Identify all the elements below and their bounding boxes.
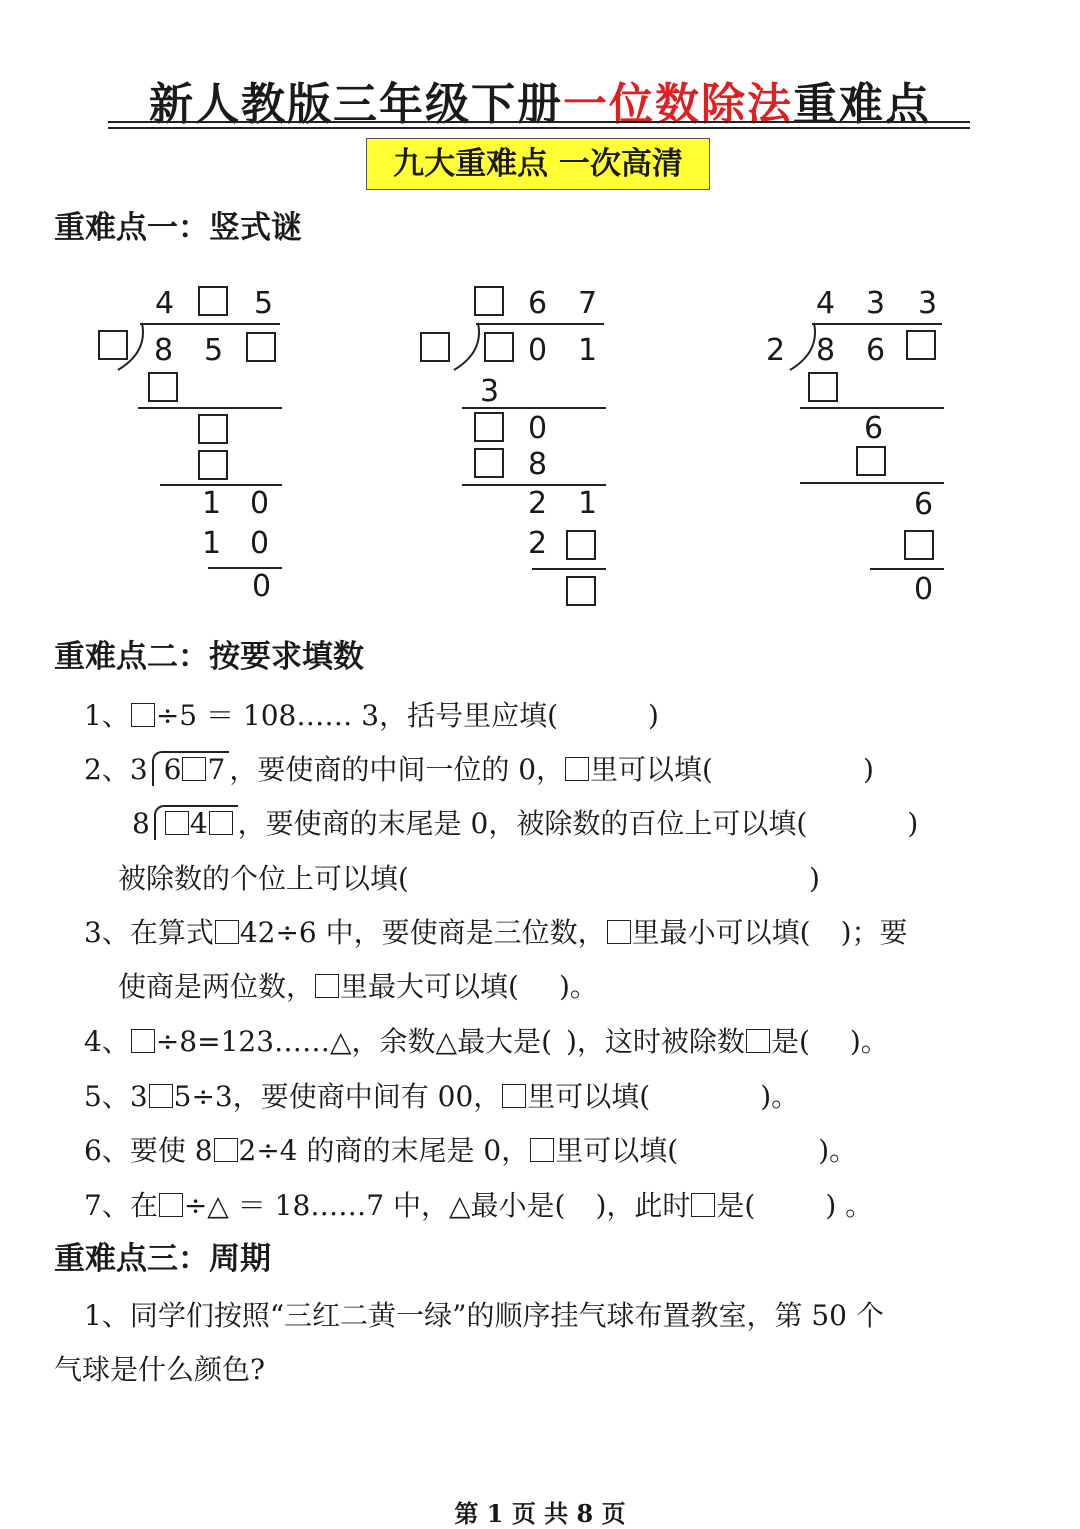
- p3-r2: 6: [914, 487, 934, 522]
- p3-product-3-box[interactable]: [904, 530, 934, 560]
- title-underline-1: [108, 121, 970, 123]
- blank-box[interactable]: [315, 974, 339, 998]
- question-2-4: 4、 ÷8=123……△，余数△最大是( )，这时被除数 是( )。: [84, 1025, 889, 1058]
- blank-box[interactable]: [607, 920, 631, 944]
- title-underline-2: [108, 127, 970, 129]
- question-3-1-line1: 1、同学们按照“三红二黄一绿”的顺序挂气球布置教室，第 50 个: [84, 1299, 884, 1332]
- p1-final-remainder: 0: [252, 569, 272, 604]
- question-2-5: 5、3 5÷3，要使商中间有 00， 里可以填( )。: [84, 1080, 800, 1113]
- question-2-2c: 被除数的个位上可以填( ): [118, 862, 820, 895]
- question-2-1: 1、 ÷5 ＝ 108…… 3，括号里应填( ): [84, 699, 659, 732]
- title-part-3: 重难点: [793, 79, 931, 130]
- p2-product-2-box[interactable]: [474, 448, 504, 478]
- p2-product-3-box[interactable]: [566, 530, 596, 560]
- p1-r2b: 0: [250, 526, 270, 561]
- q2b-dividend: 4: [154, 805, 238, 840]
- p3-product-2-box[interactable]: [856, 446, 886, 476]
- p2-remainder-1-box[interactable]: [474, 412, 504, 442]
- p1-line-1: [138, 407, 282, 409]
- page-footer: 第 1 页 共 8 页: [454, 1499, 626, 1528]
- p3-line-3: [870, 568, 944, 570]
- p3-divisor: 2: [766, 333, 786, 368]
- p1-quotient-1: 4: [155, 286, 175, 321]
- q2a-divisor: 3: [129, 753, 148, 786]
- p2-quotient-2: 6: [528, 286, 548, 321]
- question-3-1-line2: 气球是什么颜色?: [54, 1353, 266, 1386]
- p2-product-1: 3: [480, 374, 500, 409]
- p3-product-1-box[interactable]: [808, 372, 838, 402]
- blank-box[interactable]: [165, 811, 189, 835]
- p2-quotient-3: 7: [578, 286, 598, 321]
- p2-dividend-2: 0: [528, 333, 548, 368]
- p2-r1: 0: [528, 411, 548, 446]
- blank-box[interactable]: [215, 920, 239, 944]
- p2-line-1: [462, 407, 606, 409]
- p2-dividend-box[interactable]: [484, 332, 514, 362]
- p3-quotient-2: 3: [866, 286, 886, 321]
- p3-quotient-1: 4: [816, 286, 836, 321]
- blank-box[interactable]: [209, 811, 233, 835]
- p2-bracket: [448, 322, 488, 374]
- p2-r4a: 2: [528, 526, 548, 561]
- p1-product-2-box[interactable]: [198, 450, 228, 480]
- question-2-2b: 8 4 ，要使商的末尾是 0，被除数的百位上可以填( ): [132, 807, 919, 840]
- section3-heading: 重难点三：周期: [54, 1241, 271, 1277]
- p1-r1b: 0: [250, 486, 270, 521]
- p2-division-bar: [476, 323, 604, 325]
- blank-box[interactable]: [149, 1084, 173, 1108]
- p2-r3a: 2: [528, 486, 548, 521]
- p2-line-3: [532, 568, 606, 570]
- p3-line-1: [800, 407, 944, 409]
- subtitle-banner: 九大重难点 一次高清: [366, 138, 710, 190]
- p1-product-1-box[interactable]: [148, 372, 178, 402]
- p2-dividend-3: 1: [578, 333, 598, 368]
- q2b-divisor: 8: [132, 807, 150, 840]
- section1-heading: 重难点一：竖式谜: [54, 210, 302, 246]
- p1-division-bar: [140, 323, 280, 325]
- p1-r2a: 1: [202, 526, 222, 561]
- p3-r1: 6: [864, 411, 884, 446]
- p2-r3b: 1: [578, 486, 598, 521]
- blank-box[interactable]: [131, 1029, 155, 1053]
- p3-final-remainder: 0: [914, 572, 934, 607]
- question-2-6: 6、要使 8 2÷4 的商的末尾是 0， 里可以填( )。: [84, 1134, 858, 1167]
- blank-box[interactable]: [214, 1138, 238, 1162]
- blank-box[interactable]: [131, 703, 155, 727]
- question-2-3b: 使商是两位数， 里最大可以填( )。: [118, 970, 598, 1003]
- p3-quotient-3: 3: [918, 286, 938, 321]
- p2-final-remainder-box[interactable]: [566, 576, 596, 606]
- p1-divisor-box[interactable]: [98, 330, 128, 360]
- blank-box[interactable]: [182, 757, 206, 781]
- blank-box[interactable]: [691, 1193, 715, 1217]
- blank-box[interactable]: [746, 1029, 770, 1053]
- blank-box[interactable]: [159, 1193, 183, 1217]
- question-2-2a: 2、3 6 7 ，要使商的中间一位的 0， 里可以填( ): [84, 753, 874, 786]
- blank-box[interactable]: [565, 757, 589, 781]
- question-2-7: 7、在 ÷△ ＝ 18……7 中，△最小是( )，此时 是( ) 。: [84, 1189, 874, 1222]
- p1-r1a: 1: [202, 486, 222, 521]
- p1-dividend-box[interactable]: [246, 332, 276, 362]
- p1-quotient-box[interactable]: [198, 286, 228, 316]
- p3-dividend-box[interactable]: [906, 330, 936, 360]
- p2-quotient-box[interactable]: [474, 286, 504, 316]
- p3-dividend-1: 8: [816, 333, 836, 368]
- section2-heading: 重难点二：按要求填数: [54, 639, 364, 675]
- p2-divisor-box[interactable]: [420, 332, 450, 362]
- p3-division-bar: [812, 323, 942, 325]
- p1-quotient-3: 5: [254, 286, 274, 321]
- title-part-2-highlight: 一位数除法: [563, 79, 793, 130]
- p3-dividend-2: 6: [866, 333, 886, 368]
- question-2-3a: 3、在算式 42÷6 中，要使商是三位数， 里最小可以填( )；要: [84, 916, 908, 949]
- title-part-1: 新人教版三年级下册: [149, 79, 563, 130]
- q2a-dividend: 6 7: [152, 751, 230, 786]
- blank-box[interactable]: [530, 1138, 554, 1162]
- p1-dividend-2: 5: [204, 333, 224, 368]
- p2-r2: 8: [528, 447, 548, 482]
- p1-remainder-1-box[interactable]: [198, 414, 228, 444]
- p3-line-2: [800, 482, 944, 484]
- blank-box[interactable]: [502, 1084, 526, 1108]
- p1-dividend-1: 8: [154, 333, 174, 368]
